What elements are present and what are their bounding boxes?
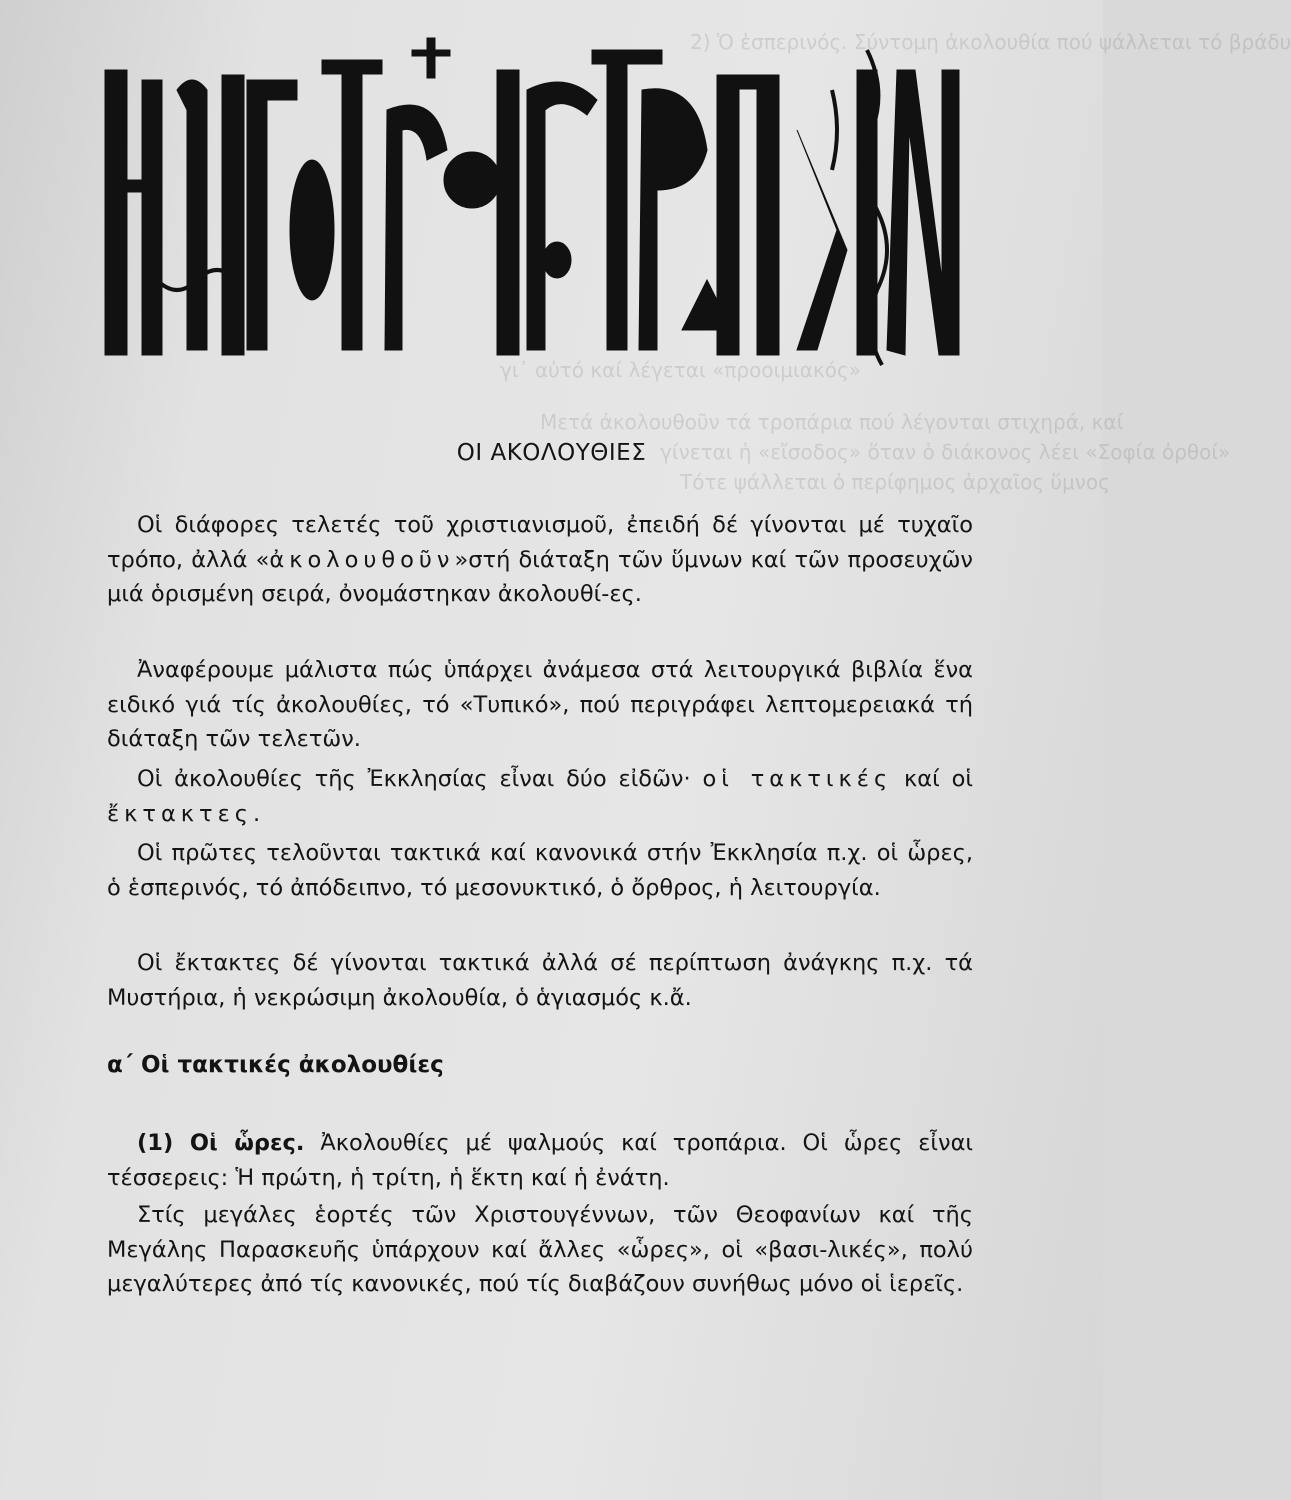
paragraph-3-mid: καί οἱ	[904, 766, 973, 792]
bleed-through-line: γι᾽ αὐτό καί λέγεται «προοιμιακός»	[500, 358, 861, 382]
bleed-through-line: Τότε ψάλλεται ὁ περίφημος ἀρχαῖος ὕμνος	[680, 470, 1110, 494]
item-1-paragraph	[107, 1126, 973, 1195]
bleed-through-line: 2) Ὁ ἑσπερινός. Σύντομη ἀκολουθία πού ψάλλεται τό βράδυ	[690, 30, 1291, 54]
ornamental-title-banner	[97, 30, 967, 365]
paragraph-1-spaced: ἀκολουθοῦν	[269, 546, 455, 573]
bleed-through-line: γίνεται ἡ «εἴσοδος» ὅταν ὁ διάκονος λέει «Σοφία ὀρθοί»	[660, 440, 1231, 464]
item-1-paragraph-2: Στίς μεγάλες ἑορτές τῶν Χριστουγέννων, τῶν Θεοφανίων καί τῆς Μεγάλης Παρασκευῆς ὑπάρχουν καί ἄλλες «ὧρες», οἱ «βασι-λικές», πολύ μεγαλύτερες ἀπό τίς κανονικές, πού τίς διαβάζουν συνήθως μόνο οἱ ἱερεῖς.	[107, 1202, 973, 1297]
paragraph-3-spaced-2: ἔκτακτες.	[107, 800, 266, 827]
banner-title-text	[97, 150, 967, 151]
paragraph-3-spaced-1: οἱ τακτικές	[702, 766, 893, 792]
paragraph-3-text-a: Οἱ ἀκολουθίες τῆς Ἐκκλησίας εἶναι δύο εἰδῶν·	[137, 766, 691, 792]
paragraph-1-text-a: Οἱ διάφορες τελετές τοῦ χριστιανισμοῦ, ἐπειδή δέ γίνονται μέ τυχαῖο τρόπο, ἀλλά «	[107, 512, 973, 573]
paragraph-2: Ἀναφέρουμε μάλιστα πώς ὑπάρχει ἀνάμεσα στά λειτουργικά βιβλία ἕνα ειδικό γιά τίς ἀκολουθίες, τό «Τυπικό», πού περιγράφει λεπτομερειακά τή διάταξη τῶν τελετῶν.	[107, 657, 973, 752]
section-a-heading: α΄ Οἱ τακτικές ἀκολουθίες	[107, 1052, 444, 1078]
item-1-label: (1) Οἱ ὧρες.	[137, 1130, 305, 1156]
ornamental-lettering-graphic	[97, 30, 967, 365]
paragraph-1-text-b: »στή διάταξη τῶν ὕμνων καί τῶν προσευχῶν μιά ὁρισμένη σειρά, ὀνομάστηκαν ἀκολουθί-ες.	[107, 546, 973, 607]
section-title: ΟΙ ΑΚΟΛΟΥΘΙΕΣ	[456, 440, 647, 466]
item-1-text: Ἀκολουθίες μέ ψαλμούς καί τροπάρια. Οἱ ὧρες εἶναι τέσσερεις: Ἡ πρώτη, ἡ τρίτη, ἡ ἕκτη καί ἡ ἐνάτη.	[107, 1130, 974, 1191]
paragraph-3	[107, 762, 973, 831]
paragraph-1	[107, 508, 973, 612]
bleed-through-line: Μετά ἀκολουθοῦν τά τροπάρια πού λέγονται στιχηρά, καί	[540, 410, 1124, 434]
paragraph-5: Οἱ ἔκτακτες δέ γίνονται τακτικά ἀλλά σέ περίπτωση ἀνάγκης π.χ. τά Μυστήρια, ἡ νεκρώσιμη ἀκολουθία, ὁ ἁγιασμός κ.ἄ.	[107, 950, 973, 1011]
paragraph-4: Οἱ πρῶτες τελοῦνται τακτικά καί κανονικά στήν Ἐκκλησία π.χ. οἱ ὧρες, ὁ ἑσπερινός, τό ἀπόδειπνο, τό μεσονυκτικό, ὁ ὄρθρος, ἡ λειτουργία.	[107, 840, 973, 901]
